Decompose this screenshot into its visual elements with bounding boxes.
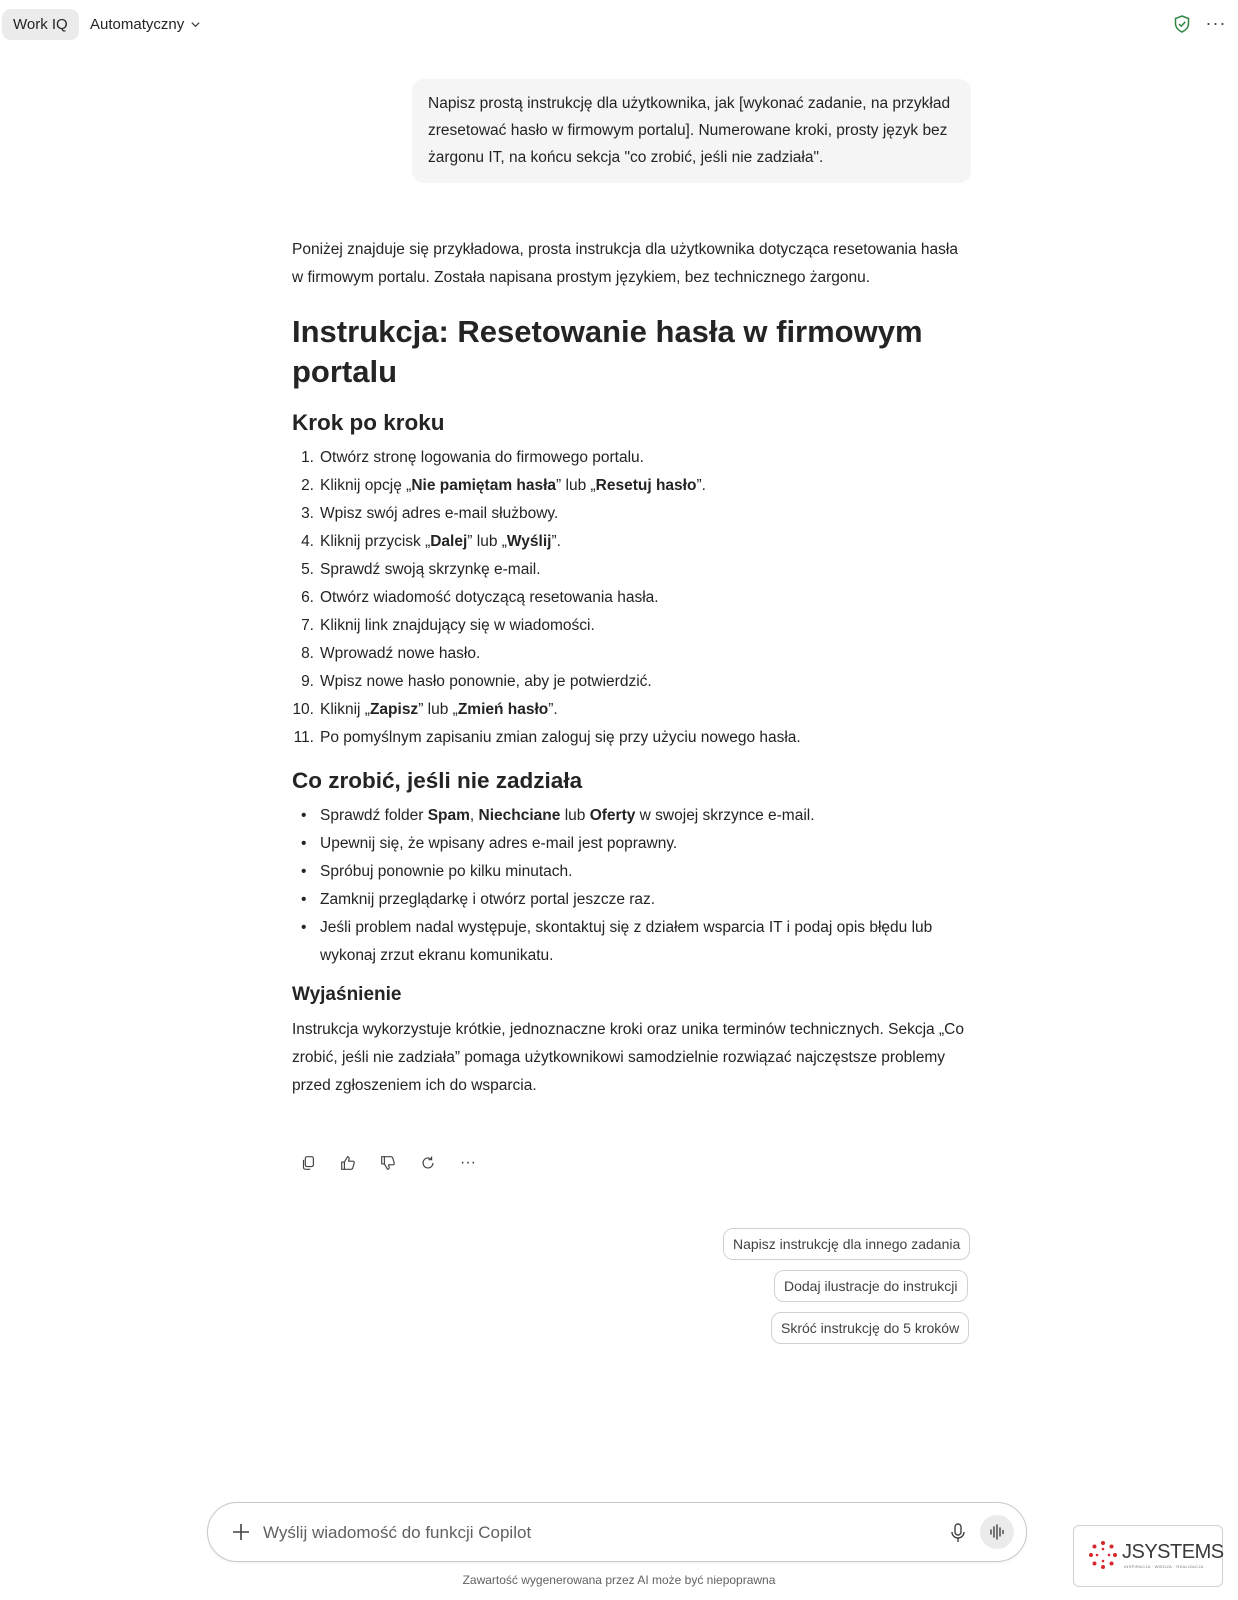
- top-bar: [0, 0, 1238, 48]
- jsystems-logo-tagline: INSPIRACJA · WIEDZA · REALIZACJA: [1124, 1564, 1204, 1569]
- step-item: [292, 500, 972, 528]
- text-run: Sprawdź folder: [320, 807, 428, 824]
- text-run: Kliknij link znajdujący się w wiadomości.: [320, 617, 595, 634]
- chevron-down-icon: [190, 19, 201, 30]
- text-run: Kliknij „: [320, 701, 370, 718]
- bold-text: Wyślij: [506, 533, 552, 550]
- step-item: [292, 668, 972, 696]
- step-item: [292, 640, 972, 668]
- ai-disclaimer: Zawartość wygenerowana przez AI może być niepoprawna: [462, 1573, 776, 1587]
- text-run: ”.: [548, 701, 558, 718]
- shield-check-icon[interactable]: [1172, 14, 1192, 34]
- bold-text: Zapisz: [369, 701, 419, 718]
- trouble-item: [292, 802, 972, 830]
- response-title: Instrukcja: Resetowanie hasła w firmowym portalu: [292, 314, 923, 389]
- jsystems-logo: [1073, 1525, 1223, 1587]
- step-number: 7.: [301, 617, 314, 634]
- plus-icon[interactable]: [230, 1521, 252, 1543]
- explain-text: Instrukcja wykorzystuje krótkie, jednoznaczne kroki oraz unika terminów technicznych. Sekcja „Co zrobić, jeśli nie zadziała” pomaga użytkownikowi samodzielnie rozwiązać najczęstsze problemy przed zgłoszeniem ich do wsparcia.: [292, 1021, 964, 1094]
- jsystems-logo-text: JSYSTEMS: [1122, 1541, 1224, 1563]
- text-run: Otwórz stronę logowania do firmowego portalu.: [320, 449, 644, 466]
- text-run: ,: [469, 807, 479, 824]
- trouble-heading: Co zrobić, jeśli nie zadziała: [292, 768, 583, 793]
- trouble-item: [292, 830, 972, 858]
- suggestion-shorten[interactable]: Skróć instrukcję do 5 kroków: [771, 1312, 969, 1344]
- text-run: ”.: [696, 477, 706, 494]
- bold-text: Dalej: [430, 533, 468, 550]
- trouble-item: [292, 886, 972, 914]
- step-number: 2.: [301, 477, 314, 494]
- step-item: [292, 724, 972, 752]
- step-number: 10.: [292, 701, 314, 718]
- thumbs-down-icon[interactable]: [378, 1153, 398, 1173]
- step-item: [292, 612, 972, 640]
- suggestion-other-task[interactable]: Napisz instrukcję dla innego zadania: [723, 1228, 970, 1260]
- step-number: 8.: [301, 645, 314, 662]
- suggestion-add-illustrations[interactable]: Dodaj ilustracje do instrukcji: [774, 1270, 968, 1302]
- step-number: 6.: [301, 589, 314, 606]
- steps-list: [292, 444, 972, 752]
- trouble-item: [292, 914, 972, 970]
- response-intro: Poniżej znajduje się przykładowa, prosta instrukcja dla użytkownika dotycząca resetowania hasła w firmowym portalu. Została napisana prostym językiem, bez technicznego żargonu.: [292, 241, 958, 286]
- text-run: w swojej skrzynce e-mail.: [635, 807, 815, 824]
- microphone-icon[interactable]: [948, 1522, 968, 1544]
- text-run: Wpisz nowe hasło ponownie, aby je potwierdzić.: [320, 673, 652, 690]
- message-composer: [207, 1502, 1027, 1562]
- more-horizontal-icon[interactable]: ···: [460, 1154, 476, 1171]
- text-run: ” lub „: [418, 701, 458, 718]
- trouble-list: [292, 802, 972, 970]
- message-input[interactable]: [263, 1520, 903, 1546]
- bold-text: Oferty: [589, 807, 636, 824]
- text-run: Wpisz swój adres e-mail służbowy.: [320, 505, 559, 522]
- text-run: Otwórz wiadomość dotyczącą resetowania hasła.: [320, 589, 659, 606]
- text-run: Zamknij przeglądarkę i otwórz portal jeszcze raz.: [320, 891, 656, 908]
- bold-text: Niechciane: [478, 807, 561, 824]
- assistant-response: [292, 236, 972, 1100]
- step-item: [292, 528, 972, 556]
- text-run: ” lub „: [556, 477, 596, 494]
- regenerate-icon[interactable]: [418, 1153, 438, 1173]
- mode-label: Automatyczny: [90, 16, 185, 33]
- user-message: Napisz prostą instrukcję dla użytkownika, jak [wykonać zadanie, na przykład zresetować hasło w firmowym portalu]. Numerowane kroki, prosty język bez żargonu IT, na końcu sekcja "co zrobić, jeśli nie zadziała".: [412, 79, 971, 183]
- step-number: 5.: [301, 561, 314, 578]
- text-run: ”.: [551, 533, 561, 550]
- steps-heading: Krok po kroku: [292, 410, 445, 435]
- text-run: Spróbuj ponownie po kilku minutach.: [320, 863, 573, 880]
- text-run: Po pomyślnym zapisaniu zmian zaloguj się przy użyciu nowego hasła.: [320, 729, 801, 746]
- thumbs-up-icon[interactable]: [338, 1153, 358, 1173]
- text-run: ” lub „: [467, 533, 507, 550]
- copy-icon[interactable]: [298, 1153, 318, 1173]
- step-number: 9.: [301, 673, 314, 690]
- step-item: [292, 444, 972, 472]
- mode-selector[interactable]: [90, 9, 201, 40]
- text-run: Upewnij się, że wpisany adres e-mail jest poprawny.: [320, 835, 678, 852]
- bold-text: Nie pamiętam hasła: [411, 477, 557, 494]
- bold-text: Spam: [427, 807, 470, 824]
- step-item: [292, 472, 972, 500]
- explain-heading: Wyjaśnienie: [292, 984, 402, 1005]
- work-iq-button[interactable]: Work IQ: [2, 9, 79, 40]
- text-run: Kliknij przycisk „: [320, 533, 431, 550]
- step-item: [292, 696, 972, 724]
- voice-mode-button[interactable]: [980, 1515, 1014, 1549]
- jsystems-logo-mark-icon: [1088, 1540, 1118, 1570]
- text-run: lub: [560, 807, 590, 824]
- step-item: [292, 584, 972, 612]
- text-run: Jeśli problem nadal występuje, skontaktuj się z działem wsparcia IT i podaj opis błędu lub wykonaj zrzut ekranu komunikatu.: [320, 919, 933, 964]
- bold-text: Resetuj hasło: [595, 477, 697, 494]
- response-actions: [298, 1153, 478, 1173]
- step-number: 11.: [293, 729, 314, 746]
- voice-wave-icon: [988, 1523, 1006, 1541]
- step-number: 3.: [301, 505, 314, 522]
- text-run: Sprawdź swoją skrzynkę e-mail.: [320, 561, 541, 578]
- step-number: 4.: [301, 533, 314, 550]
- trouble-item: [292, 858, 972, 886]
- more-options-icon[interactable]: ···: [1205, 13, 1227, 33]
- text-run: Kliknij opcję „: [320, 477, 412, 494]
- step-item: [292, 556, 972, 584]
- text-run: Wprowadź nowe hasło.: [320, 645, 481, 662]
- bold-text: Zmień hasło: [457, 701, 549, 718]
- step-number: 1.: [301, 449, 314, 466]
